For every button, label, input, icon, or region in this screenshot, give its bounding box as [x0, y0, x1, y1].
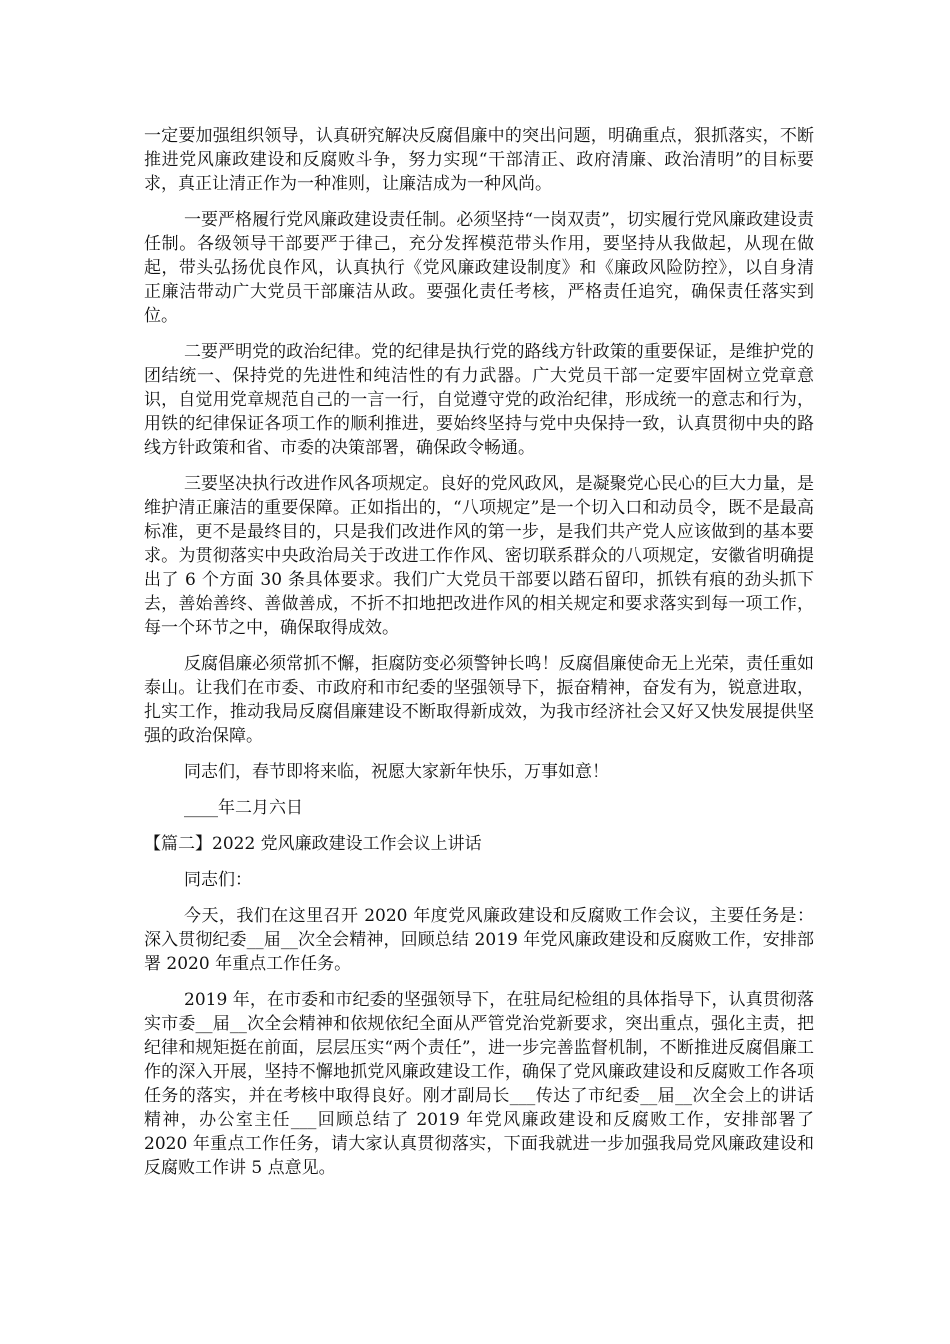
paragraph-4: 三要坚决执行改进作风各项规定。良好的党风政风，是凝聚党心民心的巨大力量，是维护清正廉洁的重要保障。正如指出的，“八项规定”是一个切入口和动员令，既不是最高标准，更不是最终目的，只是我们改进作风的第一步，是我们共产党人应该做到的基本要求。为贯彻落实中央政治局关于改进工作作风、密切联系群众的八项规定，安徽省明确提出了 6 个方面 30 条具体要求。我们广大党员干部要以踏石留印，抓铁有痕的劲头抓下去，善始善终、善做善成，不折不扣地把改进作风的相关规定和要求落实到每一项工作，每一个环节之中，确保取得成效。: [144, 474, 814, 638]
salutation: 同志们：: [184, 870, 252, 890]
paragraph-5: 反腐倡廉必须常抓不懈，拒腐防变必须警钟长鸣！反腐倡廉使命无上光荣，责任重如泰山。让我们在市委、市政府和市纪委的坚强领导下，振奋精神，奋发有为，锐意进取，扎实工作，推动我局反腐倡廉建设不断取得新成效，为我市经济社会又好又快发展提供坚强的政治保障。: [144, 654, 814, 746]
paragraph-1: 一定要加强组织领导，认真研究解决反腐倡廉中的突出问题，明确重点，狠抓落实，不断推进党风廉政建设和反腐败斗争，努力实现“干部清正、政府清廉、政治清明”的目标要求，真正让清正作为一种准则，让廉洁成为一种风尚。: [144, 126, 814, 194]
paragraph-11: 2019 年，在市委和市纪委的坚强领导下，在驻局纪检组的具体指导下，认真贯彻落实市委__届__次全会精神和依规依纪全面从严管党治党新要求，突出重点，强化主责，把纪律和规矩挺在前面，层层压实“两个责任”，进一步完善监督机制，不断推进反腐倡廉工作的深入开展，坚持不懈地抓党风廉政建设工作，确保了党风廉政建设和反腐败工作各项任务的落实，并在考核中取得良好。刚才副局长___传达了市纪委__届__次全会上的讲话精神，办公室主任___回顾总结了 2019 年党风廉政建设和反腐败工作，安排部署了 2020 年重点工作任务，请大家认真贯彻落实，下面我就进一步加强我局党风廉政建设和反腐败工作讲 5 点意见。: [144, 990, 814, 1178]
section-heading: 【篇二】2022 党风廉政建设工作会议上讲话: [144, 834, 482, 854]
document-body: [144, 124, 814, 1192]
paragraph-6: 同志们，春节即将来临，祝愿大家新年快乐，万事如意！: [184, 762, 609, 782]
paragraph-3: 二要严明党的政治纪律。党的纪律是执行党的路线方针政策的重要保证，是维护党的团结统一、保持党的先进性和纯洁性的有力武器。广大党员干部一定要牢固树立党章意识，自觉用党章规范自己的一言一行，自觉遵守党的政治纪律，形成统一的意志和行为，用铁的纪律保证各项工作的顺利推进，要始终坚持与党中央保持一致，认真贯彻中央的路线方针政策和省、市委的决策部署，确保政令畅通。: [144, 342, 814, 458]
paragraph-2: 一要严格履行党风廉政建设责任制。必须坚持“一岗双责”，切实履行党风廉政建设责任制。各级领导干部要严于律己，充分发挥模范带头作用，要坚持从我做起，从现在做起，带头弘扬优良作风，认真执行《党风廉政建设制度》和《廉政风险防控》，以自身清正廉洁带动广大党员干部廉洁从政。要强化责任考核，严格责任追究，确保责任落实到位。: [144, 210, 814, 326]
paragraph-10: 今天，我们在这里召开 2020 年度党风廉政建设和反腐败工作会议，主要任务是：深入贯彻纪委__届__次全会精神，回顾总结 2019 年党风廉政建设和反腐败工作，安排部署 2020 年重点工作任务。: [144, 906, 814, 974]
date-line: ____年二月六日: [184, 798, 303, 818]
